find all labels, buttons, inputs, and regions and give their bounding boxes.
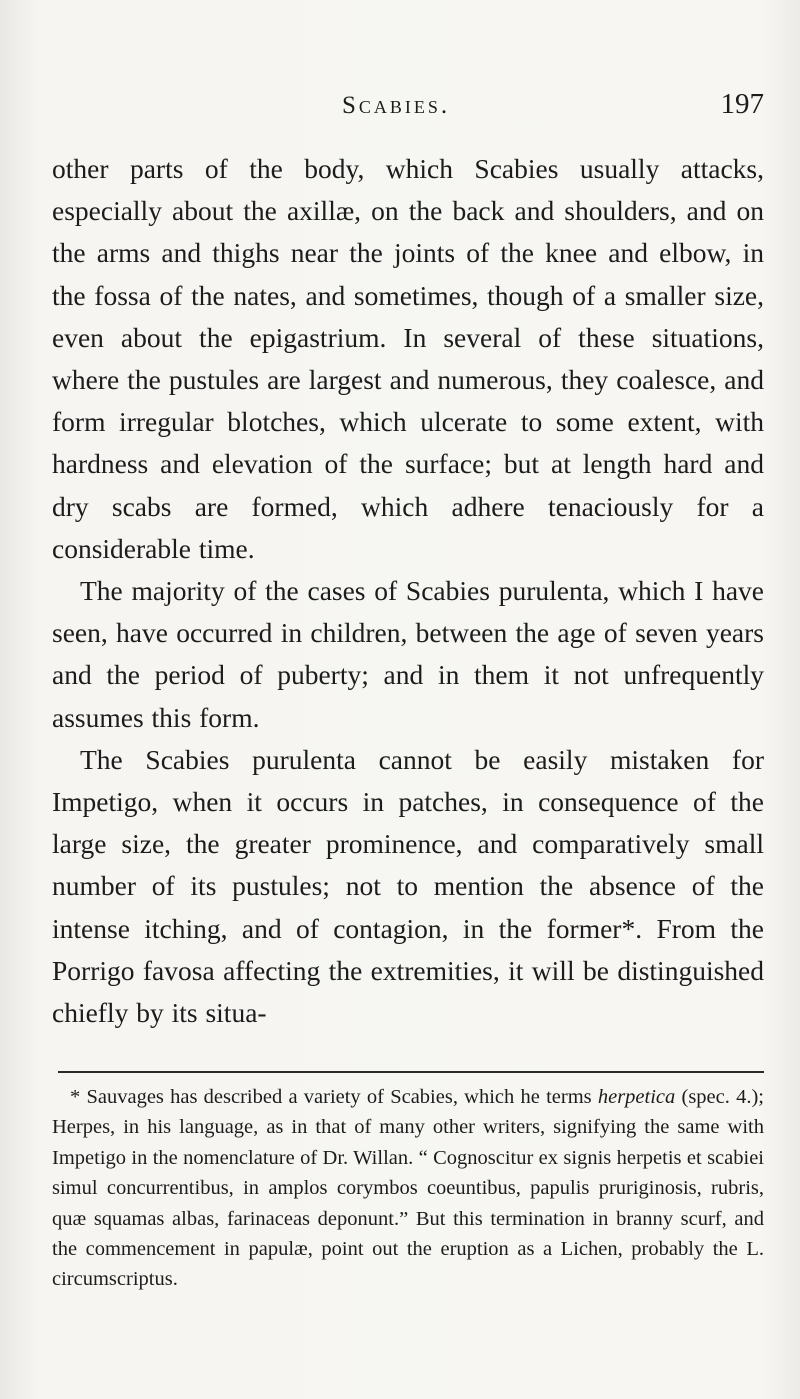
footnote-italic-term: herpetica — [597, 1086, 676, 1108]
page-header — [52, 88, 764, 126]
paragraph: The majority of the cases of Scabies purulenta, which I have seen, have occurred in children, between the age of seven years and the period of puberty; and in them it not unfrequently assumes this form. — [52, 575, 764, 733]
footnote-text: (spec. 4.); Herpes, in his language, as in that of many other writers, signifying the same with Impetigo in the nomenclature of Dr. Willan. “ Cognoscitur ex signis herpetis et scabiei simul concurrentibus, in amplos corymbos coeuntibus, papulis pruriginosis, rubris, quæ squamas albas, farinaceas deponunt.” But this termination in branny scurf, and the commencement in papulæ, point out the eruption as a Lichen, probably the L. circumscriptus. — [52, 1086, 764, 1291]
footnote — [52, 1082, 764, 1295]
footnote-lead: * Sauvages has described a variety of Scabies, which he terms — [70, 1086, 598, 1108]
running-head: Scabies. — [342, 92, 451, 119]
page-number: 197 — [720, 88, 764, 120]
paragraph: other parts of the body, which Scabies usually attacks, especially about the axillæ, on the back and shoulders, and on the arms and thighs near the joints of the knee and elbow, in the fossa of the nates, and sometimes, though of a smaller size, even about the epigastrium. In several of these situations, where the pustules are largest and numerous, they coalesce, and form irregular blotches, which ulcerate to some extent, with hardness and elevation of the surface; but at length hard and dry scabs are formed, which adhere tenaciously for a considerable time. — [52, 153, 764, 564]
footnote-rule — [58, 1071, 764, 1073]
paragraph: The Scabies purulenta cannot be easily mistaken for Impetigo, when it occurs in patches, in consequence of the large size, the greater prominence, and comparatively small number of its pustules; not to mention the absence of the intense itching, and of contagion, in the former*. From the Porrigo favosa affecting the extremities, it will be distinguished chiefly by its situa- — [52, 743, 764, 1029]
body-text — [52, 148, 764, 1034]
